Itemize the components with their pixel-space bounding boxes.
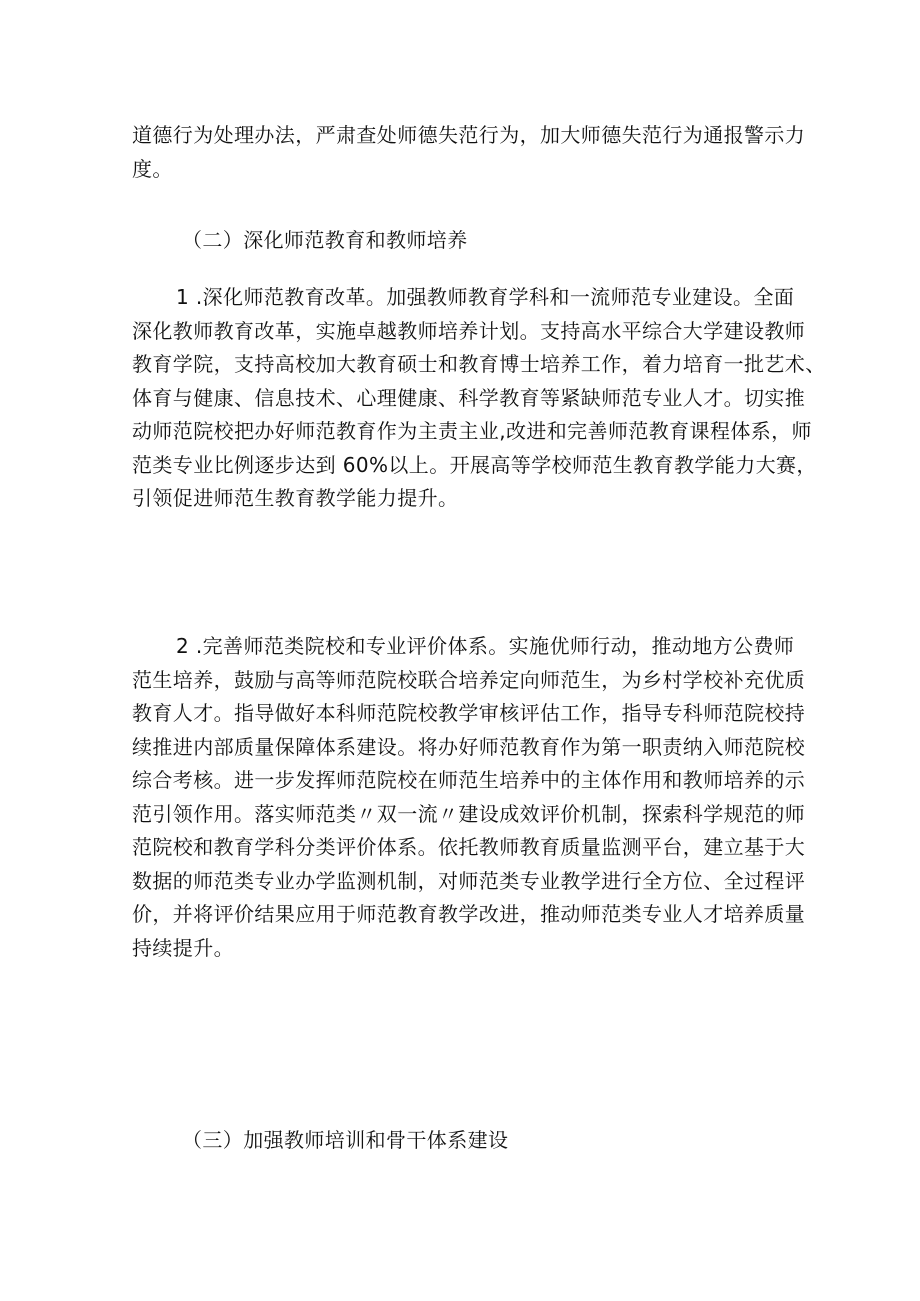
text-line: 道德行为处理办法，严肃查处师德失范行为，加大师德失范行为通报警示力 bbox=[132, 123, 806, 147]
paragraph-reform bbox=[132, 281, 826, 516]
text-line: 2 .完善师范类院校和专业评价体系。实施优师行动，推动地方公费师 bbox=[176, 634, 795, 658]
paragraph-intro bbox=[132, 119, 806, 186]
text-line: 体育与健康、信息技术、心理健康、科学教育等紧缺师范专业人才。切实推 bbox=[132, 385, 806, 410]
text-line: 范引领作用。落实师范类〃双一流〃建设成效评价机制，探索科学规范的师 bbox=[132, 801, 806, 826]
text-line: 数据的师范类专业办学监测机制，对师范类专业教学进行全方位、全过程评 bbox=[132, 868, 806, 893]
text-line: 续推进内部质量保障体系建设。将办好师范教育作为第一职责纳入师范院校 bbox=[132, 734, 806, 759]
text-line: 价，并将评价结果应用于师范教育教学改进，推动师范类专业人才培养质量 bbox=[132, 902, 806, 926]
text-line: 引领促进师范生教育教学能力提升。 bbox=[132, 486, 459, 510]
text-line: 范院校和教育学科分类评价体系。依托教师教育质量监测平台，建立基于大 bbox=[132, 835, 806, 859]
text-line: 1 .深化师范教育改革。加强教师教育学科和一流师范专业建设。全面 bbox=[176, 285, 795, 309]
text-line: 深化教师教育改革，实施卓越教师培养计划。支持高水平综合大学建设教师 bbox=[132, 318, 806, 343]
text-line: 范类专业比例逐步达到 60%以上。开展高等学校师范生教育教学能力大赛， bbox=[132, 452, 817, 477]
text-line: 范生培养，鼓励与高等师范院校联合培养定向师范生，为乡村学校补充优质 bbox=[132, 667, 806, 692]
section-heading-2: （二）深化师范教育和教师培养 bbox=[182, 228, 468, 252]
text-line: 综合考核。进一步发挥师范院校在师范生培养中的主体作用和教师培养的示 bbox=[132, 768, 806, 792]
text-line: 持续提升。 bbox=[132, 935, 234, 960]
text-line: 动师范院校把办好师范教育作为主责主业,改进和完善师范教育课程体系，师 bbox=[132, 419, 812, 443]
text-line: 度。 bbox=[132, 156, 173, 181]
section-heading-3: （三）加强教师培训和骨干体系建设 bbox=[182, 1128, 509, 1152]
paragraph-evaluation bbox=[132, 630, 806, 965]
text-line: 教育人才。指导做好本科师范院校教学审核评估工作，指导专科师范院校持 bbox=[132, 701, 806, 725]
text-line: 教育学院，支持高校加大教育硕士和教育博士培养工作，着力培育一批艺术、 bbox=[132, 352, 826, 376]
